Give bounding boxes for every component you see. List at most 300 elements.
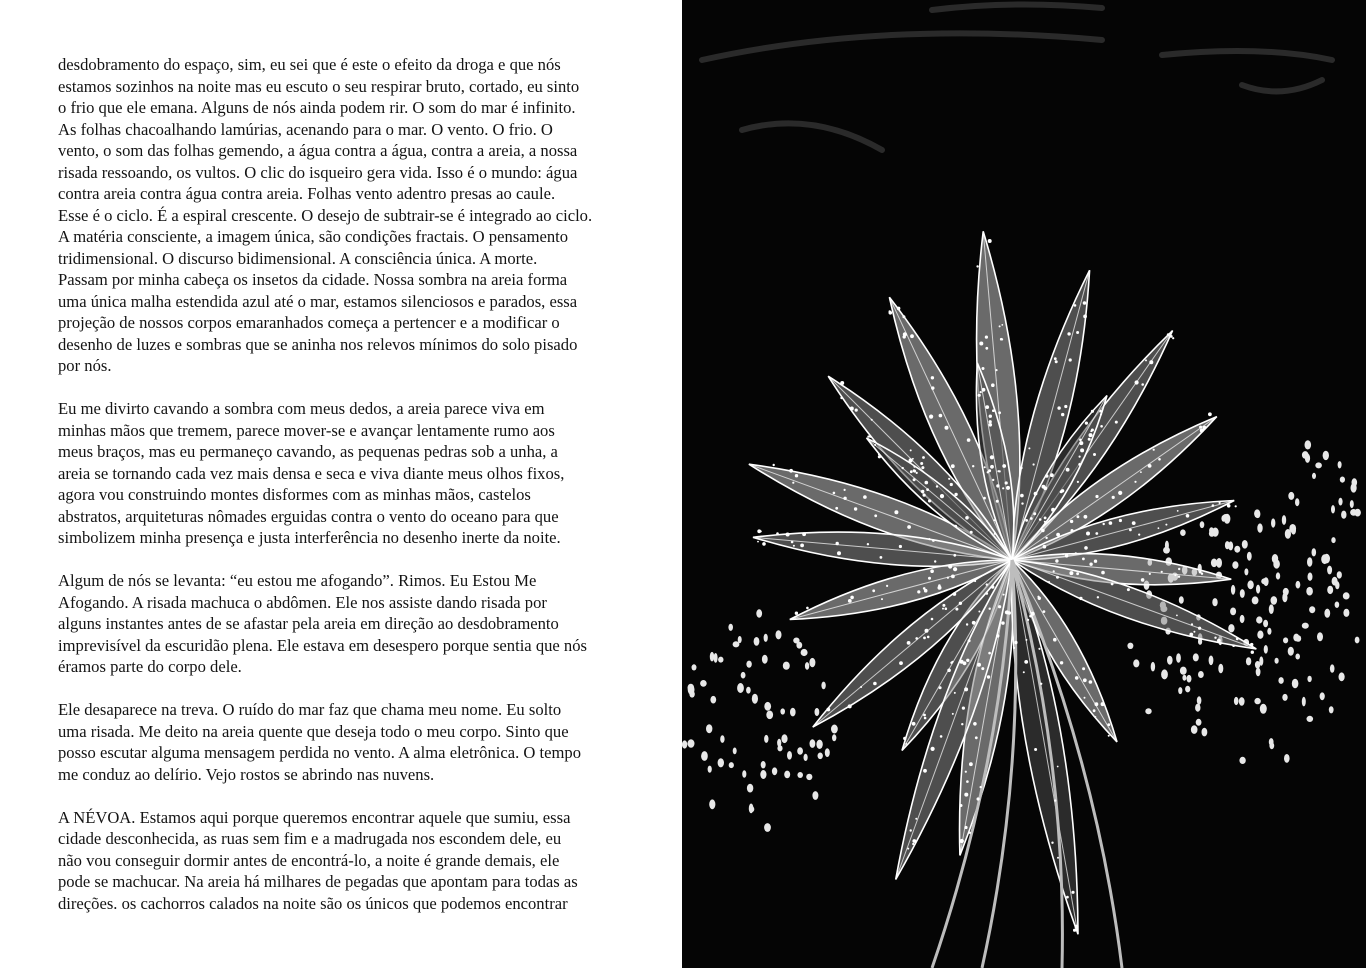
speckle	[931, 747, 935, 751]
text-line: agora vou construindo montes disformes com as minhas mãos, castelos	[58, 485, 531, 504]
speckle	[920, 462, 923, 465]
speckle	[802, 532, 806, 536]
speckle	[972, 465, 974, 467]
speckle	[1095, 702, 1099, 706]
speckle	[994, 533, 996, 535]
speckle	[969, 762, 973, 766]
speckle	[1174, 574, 1176, 576]
speckle	[1034, 748, 1037, 751]
white-dot	[708, 766, 712, 773]
white-dot	[1307, 716, 1314, 722]
speckle	[1027, 619, 1029, 621]
speckle	[1134, 481, 1136, 483]
white-dot	[1261, 578, 1268, 584]
text-line: uma risada. Me deito na areia quente que deseja todo o meu corpo. Sinto que	[58, 721, 569, 741]
speckle	[878, 455, 881, 458]
speckle	[1095, 495, 1098, 498]
plant-illustration	[682, 0, 1366, 968]
white-dot	[1182, 675, 1186, 681]
white-dot	[804, 754, 808, 761]
text-line: meus braços, mas eu permaneço cavando, as pequenas pedras sob a unha, a	[58, 442, 558, 461]
speckle	[964, 826, 967, 829]
white-dot	[1176, 653, 1181, 663]
speckle	[923, 637, 926, 640]
white-dot	[1247, 580, 1253, 589]
white-dot	[1317, 632, 1323, 641]
white-dot	[1242, 540, 1248, 549]
white-dot	[1323, 451, 1329, 460]
speckle	[972, 621, 976, 625]
white-dot	[1269, 738, 1274, 746]
speckle	[835, 507, 838, 510]
speckle	[1178, 568, 1180, 570]
speckle	[1060, 661, 1063, 664]
white-dot	[1327, 586, 1333, 594]
speckle	[925, 629, 929, 633]
speckle	[915, 637, 918, 640]
white-dot	[756, 609, 762, 617]
speckle	[912, 839, 916, 843]
speckle	[1020, 494, 1024, 498]
white-dot	[1288, 492, 1294, 500]
speckle	[1132, 521, 1136, 525]
speckle	[985, 405, 989, 409]
white-dot	[1335, 602, 1340, 608]
white-dot	[709, 799, 715, 809]
speckle	[977, 663, 981, 667]
speckle	[1084, 515, 1088, 519]
white-dot	[682, 740, 687, 748]
white-dot	[1307, 676, 1311, 682]
white-dot	[821, 682, 825, 690]
speckle	[843, 497, 846, 500]
speckle	[1076, 331, 1079, 334]
speckle	[1003, 594, 1005, 596]
speckle	[1056, 533, 1060, 537]
speckle	[1083, 315, 1087, 319]
speckle	[1138, 534, 1140, 536]
speckle	[925, 481, 929, 485]
speckle	[1077, 515, 1080, 518]
speckle	[1002, 464, 1006, 468]
white-dot	[1296, 581, 1301, 589]
white-dot	[1282, 515, 1286, 525]
speckle	[973, 722, 977, 726]
speckle	[921, 466, 924, 469]
speckle	[792, 482, 794, 484]
white-dot	[1338, 498, 1342, 506]
speckle	[1084, 697, 1086, 699]
white-dot	[714, 653, 718, 663]
speckle	[1083, 301, 1087, 305]
speckle	[945, 607, 948, 610]
white-dot	[1350, 500, 1354, 508]
speckle	[1140, 471, 1142, 473]
text-line: o frio que ele emana. Alguns de nós ainda podem rir. O som do mar é infinito.	[58, 98, 576, 117]
speckle	[1099, 410, 1102, 413]
white-dot	[1196, 719, 1202, 726]
speckle	[974, 580, 976, 582]
white-dot	[1256, 616, 1262, 623]
speckle	[954, 692, 956, 694]
speckle	[1191, 623, 1193, 625]
speckle	[1060, 490, 1063, 493]
speckle	[1149, 360, 1153, 364]
speckle	[960, 839, 964, 843]
text-line: A matéria consciente, a imagem única, são condições fractais. O pensamento	[58, 227, 569, 246]
speckle	[899, 661, 903, 665]
speckle	[938, 584, 941, 587]
white-dot	[1264, 645, 1268, 654]
right-illustration-page	[682, 0, 1366, 968]
speckle	[1005, 481, 1008, 484]
speckle	[1095, 532, 1098, 535]
speckle	[998, 605, 1001, 608]
speckle	[1208, 412, 1212, 416]
speckle	[793, 545, 795, 547]
white-dot	[1167, 656, 1173, 665]
white-dot	[1327, 566, 1332, 575]
white-dot	[1180, 667, 1187, 675]
white-dot	[718, 657, 723, 663]
text-line: Afogando. A risada machuca o abdômen. Ele nos assiste dando risada por	[58, 592, 547, 612]
white-dot	[1306, 587, 1313, 596]
speckle	[1062, 553, 1064, 555]
speckle	[1170, 335, 1173, 338]
text-line: por nós.	[58, 356, 112, 375]
paragraph-3	[58, 570, 642, 678]
speckle	[951, 464, 955, 468]
speckle	[986, 592, 989, 595]
white-dot	[754, 637, 760, 646]
text-line: minhas mãos que tremem, parece mover-se e avançar lentamente rumo aos	[58, 420, 555, 440]
white-dot	[816, 740, 822, 749]
speckle	[936, 485, 938, 487]
white-dot	[806, 774, 812, 780]
speckle	[996, 634, 999, 637]
speckle	[1038, 648, 1040, 650]
text-line: projeção de nossos corpos emaranhados começa a pertencer e a modificar o	[58, 313, 560, 332]
speckle	[1028, 447, 1030, 449]
speckle	[977, 797, 980, 800]
speckle	[840, 381, 844, 385]
speckle	[1056, 576, 1059, 579]
speckle	[923, 494, 926, 497]
speckle	[1086, 532, 1090, 536]
speckle	[886, 585, 888, 587]
speckle	[1091, 429, 1094, 432]
speckle	[954, 493, 957, 496]
speckle	[940, 735, 943, 738]
speckle	[931, 386, 934, 389]
white-dot	[1231, 585, 1235, 595]
white-dot	[1193, 653, 1199, 661]
speckle	[954, 525, 957, 528]
speckle	[1172, 337, 1174, 339]
speckle	[1219, 502, 1221, 504]
text-line: me conduz ao delírio. Vejo rostos se abrindo nas nuvens.	[58, 764, 435, 784]
white-dot	[1161, 669, 1168, 679]
speckle	[889, 311, 893, 315]
speckle	[1044, 521, 1046, 523]
speckle	[1084, 546, 1088, 550]
text-line: As folhas chacoalhando lamúrias, acenando para o mar. O vento. O frio. O	[58, 119, 553, 139]
speckle	[988, 652, 991, 655]
speckle	[966, 780, 969, 783]
white-dot	[1338, 461, 1342, 468]
speckle	[1198, 627, 1201, 630]
speckle	[980, 786, 982, 788]
white-dot	[1272, 554, 1278, 563]
speckle	[953, 592, 957, 596]
speckle	[1093, 709, 1096, 712]
paragraph-5	[58, 807, 642, 915]
speckle	[1069, 571, 1073, 575]
white-dot	[1225, 541, 1230, 549]
text-line: tridimensional. O discurso bidimensional. A consciência única. A morte.	[58, 248, 538, 268]
text-line: posso escutar alguma mensagem perdida no vento. A alma eletrônica. O tempo	[58, 743, 582, 762]
white-dot	[783, 662, 790, 670]
speckle	[1043, 610, 1046, 613]
white-dot	[1315, 462, 1322, 468]
speckle	[897, 307, 901, 311]
white-dot	[1212, 598, 1217, 606]
speckle	[833, 492, 836, 495]
speckle	[1076, 926, 1078, 928]
speckle	[910, 470, 913, 473]
white-dot	[688, 739, 695, 748]
speckle	[968, 639, 971, 642]
speckle	[1100, 425, 1103, 428]
speckle	[867, 435, 869, 437]
white-dot	[1340, 477, 1345, 483]
speckle	[964, 687, 968, 691]
speckle	[966, 623, 968, 625]
text-line: Esse é o ciclo. É a espiral crescente. O desejo de subtrair-se é integrado ao ciclo.	[58, 205, 593, 225]
white-dot	[1145, 708, 1151, 714]
white-dot	[764, 702, 771, 711]
speckle	[926, 488, 929, 491]
speckle	[980, 391, 982, 393]
text-line: alguns instantes antes de se afastar pela areia em direção ao desdobramento	[58, 614, 559, 633]
white-dot	[1133, 659, 1139, 667]
white-dot	[1202, 728, 1208, 737]
speckle	[1071, 529, 1074, 532]
speckle	[873, 682, 877, 686]
white-dot	[761, 761, 766, 768]
speckle	[978, 611, 980, 613]
white-dot	[790, 708, 796, 717]
white-dot	[1288, 647, 1294, 656]
white-dot	[1254, 509, 1260, 517]
speckle	[1039, 518, 1042, 521]
speckle	[955, 608, 958, 611]
text-line: cidade desconhecida, as ruas sem fim e a madrugada nos escondem dele, eu	[58, 829, 562, 848]
speckle	[1051, 508, 1055, 512]
speckle	[1141, 578, 1145, 582]
speckle	[1023, 671, 1025, 673]
speckle	[948, 564, 952, 568]
white-dot	[1275, 658, 1279, 664]
speckle	[1065, 554, 1069, 558]
text-line: Algum de nós se levanta: “eu estou me afogando”. Rimos. Eu Estou Me	[58, 571, 537, 590]
text-line: desdobramento do espaço, sim, eu sei que é este o efeito da droga e que nós	[58, 55, 561, 74]
speckle	[855, 409, 858, 412]
speckle	[1217, 639, 1221, 643]
speckle	[1088, 438, 1091, 441]
speckle	[1029, 615, 1032, 618]
white-dot	[1269, 604, 1274, 614]
white-dot	[1329, 706, 1334, 713]
speckle	[1034, 492, 1038, 496]
speckle	[1079, 441, 1083, 445]
speckle	[871, 419, 873, 421]
white-dot	[749, 804, 754, 814]
white-dot	[746, 661, 751, 668]
white-dot	[766, 711, 773, 720]
white-dot	[1191, 725, 1198, 734]
speckle	[789, 469, 793, 473]
speckle	[915, 818, 917, 820]
white-dot	[1179, 596, 1184, 604]
speckle	[967, 438, 971, 442]
speckle	[1055, 559, 1058, 562]
speckle	[1085, 422, 1088, 425]
speckle	[1025, 519, 1028, 522]
speckle	[961, 723, 963, 725]
speckle	[1118, 491, 1122, 495]
speckle	[1108, 735, 1110, 737]
white-dot	[1312, 473, 1316, 479]
white-dot	[1228, 624, 1234, 632]
speckle	[1165, 524, 1167, 526]
speckle	[1091, 410, 1094, 413]
speckle	[950, 483, 953, 486]
speckle	[1067, 332, 1070, 335]
speckle	[1075, 676, 1079, 680]
speckle	[1066, 896, 1069, 899]
white-dot	[776, 630, 782, 639]
speckle	[1078, 463, 1081, 466]
white-dot	[1239, 757, 1245, 764]
speckle	[850, 596, 854, 600]
speckle	[850, 407, 854, 411]
text-line: abstratos, arquiteturas nômades erguidas contra o vento do oceano para que	[58, 506, 559, 526]
speckle	[1103, 523, 1105, 525]
text-line: desenho de luzes e sombras que se aninha nos relevos mínimos do solo pisado	[58, 334, 578, 354]
speckle	[907, 525, 911, 529]
speckle	[1089, 433, 1093, 437]
speckle	[982, 388, 986, 392]
speckle	[1214, 637, 1216, 639]
white-dot	[1209, 527, 1214, 534]
white-dot	[1283, 637, 1288, 643]
white-dot	[1180, 529, 1186, 536]
speckle	[844, 489, 846, 491]
speckle	[1070, 520, 1073, 523]
white-dot	[818, 753, 823, 760]
speckle	[902, 467, 904, 469]
white-dot	[1285, 529, 1291, 539]
white-dot	[1187, 675, 1192, 683]
speckle	[959, 602, 962, 605]
white-dot	[1257, 631, 1263, 639]
white-dot	[1331, 537, 1335, 543]
speckle	[991, 383, 995, 387]
speckle	[922, 456, 925, 459]
white-dot	[1151, 662, 1155, 672]
speckle	[988, 469, 991, 472]
speckle	[1141, 383, 1144, 386]
speckle	[1112, 496, 1115, 499]
paragraph-2	[58, 398, 642, 549]
white-dot	[1218, 664, 1223, 674]
speckle	[985, 347, 988, 350]
white-dot	[764, 735, 768, 743]
speckle	[1043, 486, 1047, 490]
speckle	[965, 771, 967, 773]
white-dot	[1255, 661, 1260, 669]
speckle	[966, 659, 969, 662]
speckle	[1250, 643, 1253, 646]
speckle	[953, 567, 957, 571]
white-dot	[1283, 588, 1289, 596]
speckle	[1066, 468, 1070, 472]
white-dot	[1321, 554, 1328, 564]
speckle	[986, 583, 988, 585]
speckle	[1167, 333, 1170, 336]
speckle	[1053, 638, 1057, 642]
white-dot	[784, 771, 790, 779]
white-dot	[692, 664, 697, 670]
speckle	[1045, 474, 1049, 478]
white-dot	[1305, 454, 1310, 463]
white-dot	[812, 791, 818, 800]
speckle	[1158, 458, 1161, 461]
speckle	[1037, 596, 1039, 598]
white-dot	[760, 770, 766, 779]
paragraph-1	[58, 54, 642, 377]
speckle	[932, 539, 935, 542]
speckle	[989, 423, 993, 427]
text-line: Passam por minha cabeça os insetos da cidade. Nossa sombra na areia forma	[58, 270, 568, 289]
speckle	[1176, 615, 1178, 617]
speckle	[863, 495, 867, 499]
white-dot	[1278, 677, 1283, 684]
speckle	[848, 704, 852, 708]
text-line: uma única malha estendida azul até o mar, estamos silenciosos e parados, essa	[58, 291, 578, 311]
white-dot	[1222, 514, 1229, 521]
speckle	[1148, 464, 1152, 468]
white-dot	[1330, 664, 1335, 672]
speckle	[1111, 583, 1114, 586]
white-dot	[780, 708, 785, 714]
speckle	[1101, 702, 1105, 706]
speckle	[1020, 467, 1022, 469]
speckle	[1079, 456, 1081, 458]
speckle	[826, 708, 830, 712]
speckle	[1094, 560, 1097, 563]
speckle	[1227, 504, 1231, 508]
white-dot	[729, 762, 734, 768]
speckle	[978, 394, 981, 397]
white-dot	[1263, 620, 1268, 627]
speckle	[1043, 545, 1047, 549]
speckle	[1071, 891, 1074, 894]
speckle	[909, 458, 913, 462]
speckle	[836, 542, 839, 545]
white-dot	[1200, 521, 1205, 528]
